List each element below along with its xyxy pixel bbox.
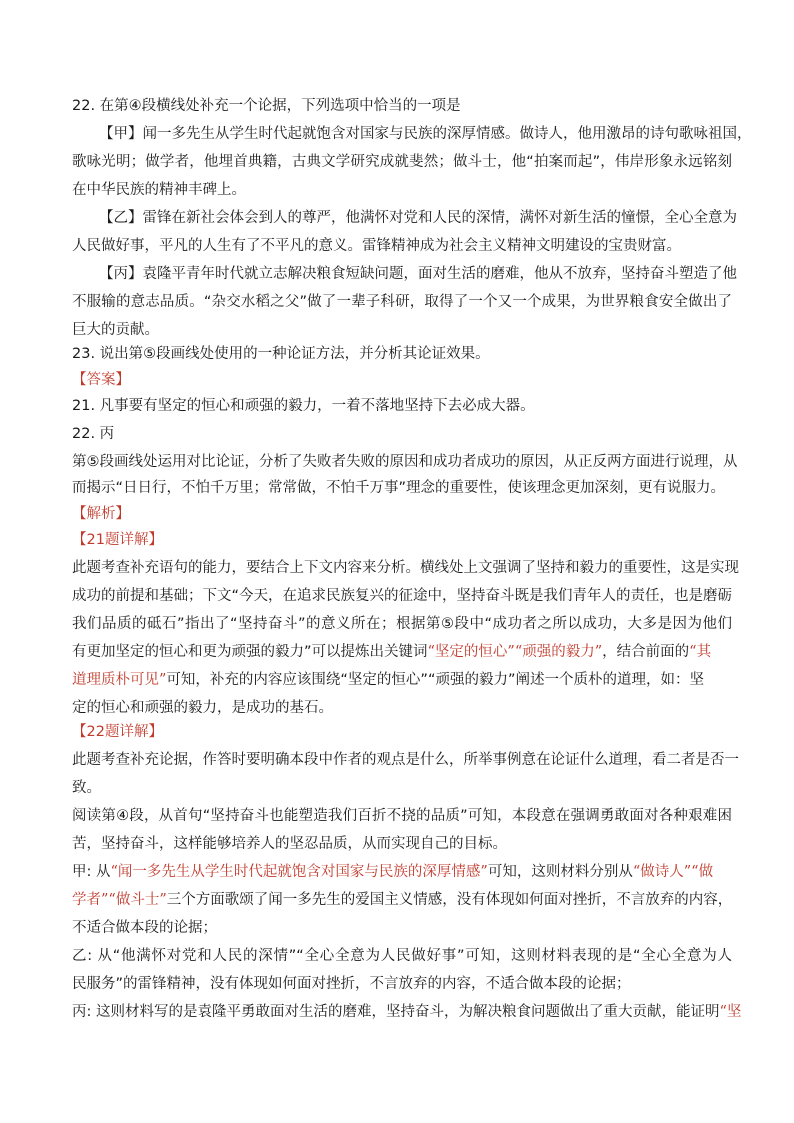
detail-22-jia-quote2: “做诗人”“做 (632, 864, 714, 880)
detail-21-line4-quote-start: “其 (689, 644, 712, 660)
detail-22-jia-quote: “闻一多先生从学生时代起就饱含对国家与民族的深厚情感” (110, 864, 488, 880)
detail-22-jia-line3: 不适合做本段的论据； (72, 920, 217, 936)
detail-22-yi-line1: 乙: 从“他满怀对党和人民的深情”“全心全意为人民做好事”可知，这则材料表现的是“全心全意为人 (72, 948, 732, 964)
detail-22-line1: 此题考查补充论据，作答时要明确本段中作者的观点是什么，所举事例意在论证什么道理，看二者是否一 (72, 752, 739, 768)
detail-21-line2: 成功的前提和基础；下文“今天，在追求民族复兴的征途中，坚持奋斗既是我们青年人的责任，也是磨砺 (72, 588, 733, 604)
q22-option-bing-line3: 巨大的贡献。 (72, 322, 159, 338)
detail-22-line2: 致。 (72, 780, 101, 796)
detail-21-line4-b: ，结合前面的 (602, 644, 690, 660)
detail-22-jia-line2 (72, 890, 732, 910)
detail-22-jia-prefix: 甲: 从 (72, 864, 111, 880)
detail-22-yi-line2: 民服务”的雷锋精神，没有体现如何面对挫折，不言放弃的内容，不适合做本段的论据； (72, 976, 631, 992)
answer-21: 21. 凡事要有坚定的恒心和顽强的毅力，一着不落地坚持下去必成大器。 (72, 398, 535, 414)
detail-21-line5-b: 可知，补充的内容应该围绕“坚定的恒心”“顽强的毅力”阐述一个质朴的道理，如：坚 (166, 672, 704, 688)
detail-22-jia-rest: 三个方面歌颂了闻一多先生的爱国主义情感，没有体现如何面对挫折，不言放弃的内容， (166, 892, 733, 908)
q22-option-yi-line2: 人民做好事，平凡的人生有了不平凡的意义。雷锋精神成为社会主义精神文明建设的宝贵财富。 (72, 238, 681, 254)
answer-header: 【答案】 (72, 372, 130, 388)
q22-title: 22. 在第④段横线处补充一个论据，下列选项中恰当的一项是 (72, 98, 461, 114)
q22-option-jia-line1: 【甲】闻一多先生从学生时代起就饱含对国家与民族的深厚情感。做诗人，他用激昂的诗句歌咏祖国， (99, 126, 752, 142)
detail-21-line1: 此题考查补充语句的能力，要结合上下文内容来分析。横线处上文强调了坚持和毅力的重要性，这是实现 (72, 560, 739, 576)
detail-22-jia-quote3: 学者”“做斗士” (72, 892, 167, 908)
analysis-header: 【解析】 (72, 506, 130, 522)
detail-21-header: 【21题详解】 (72, 532, 163, 548)
detail-22-bing-line1 (72, 1002, 742, 1022)
q22-option-yi-line1: 【乙】雷锋在新社会体会到人的尊严，他满怀对党和人民的深情，满怀对新生活的憧憬，全心全意为 (99, 210, 737, 226)
detail-21-line5 (72, 670, 732, 690)
detail-21-line4-a: 有更加坚定的恒心和更为顽强的毅力”可以提炼出关键词 (72, 644, 428, 660)
q22-option-bing-line1: 【丙】袁隆平青年时代就立志解决粮食短缺问题，面对生活的磨难，他从不放弃，坚持奋斗塑造了他 (99, 266, 737, 282)
q22-option-jia-line2: 歌咏光明；做学者，他埋首典籍，古典文学研究成就斐然；做斗士，他“拍案而起”，伟岸形象永远铭刻 (72, 154, 732, 170)
detail-22-bing-text: 丙: 这则材料写的是袁隆平勇敢面对生活的磨难，坚持奋斗，为解决粮食问题做出了重大贡献，能证明 (72, 1004, 720, 1020)
detail-22-line3: 阅读第④段，从首句“坚持奋斗也能塑造我们百折不挠的品质”可知，本段意在强调勇敢面对各种艰难困 (72, 808, 732, 824)
detail-21-line4 (72, 642, 732, 662)
detail-22-line4: 苦，坚持奋斗，这样能够培养人的坚忍品质，从而实现自己的目标。 (72, 836, 507, 852)
answer-23-line2: 而揭示“日日行，不怕千万里；常常做，不怕千万事”理念的重要性，使该理念更加深刻，更有说服力。 (72, 480, 726, 496)
answer-23-line1: 第⑤段画线处运用对比论证，分析了失败者失败的原因和成功者成功的原因，从正反两方面进行说理，从 (72, 454, 738, 470)
detail-22-jia-line1 (72, 862, 732, 882)
q23-title: 23. 说出第⑤段画线处使用的一种论证方法，并分析其论证效果。 (72, 346, 490, 362)
detail-21-keyword-quote: “坚定的恒心”“顽强的毅力” (427, 644, 603, 660)
q22-option-jia-line3: 在中华民族的精神丰碑上。 (72, 182, 246, 198)
detail-22-bing-quote: “坚 (719, 1004, 742, 1020)
detail-22-jia-mid: 可知，这则材料分别从 (487, 864, 633, 880)
detail-21-line6: 定的恒心和顽强的毅力，是成功的基石。 (72, 700, 333, 716)
q22-option-bing-line2: 不服输的意志品质。“杂交水稻之父”做了一辈子科研，取得了一个又一个成果，为世界粮食安全做出了 (72, 294, 732, 310)
detail-21-line3: 我们品质的砥石”指出了“坚持奋斗”的意义所在；根据第⑤段中“成功者之所以成功，大多是因为他们 (72, 616, 732, 632)
detail-22-header: 【22题详解】 (72, 724, 163, 740)
answer-22: 22. 丙 (72, 426, 115, 442)
detail-21-line5-quote: 道理质朴可见” (72, 672, 167, 688)
